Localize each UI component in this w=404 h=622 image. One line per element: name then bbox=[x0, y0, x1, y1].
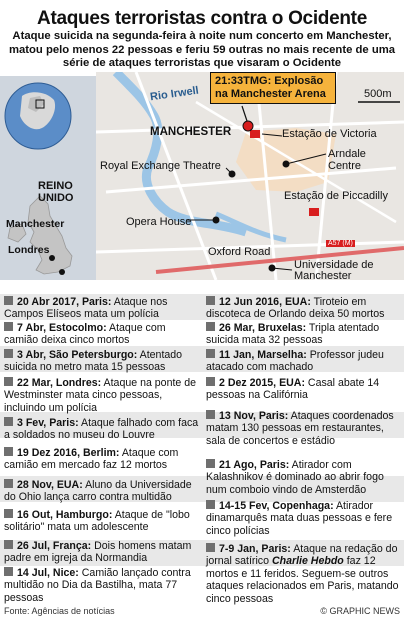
uk-label: REINO UNIDO bbox=[38, 180, 74, 204]
river-label: Rio Irwell bbox=[149, 84, 200, 104]
event-item bbox=[4, 377, 200, 414]
event-text: Atirador com Kalashnikov é dominado ao abrir fogo num comboio vindo de Amsterdão bbox=[206, 459, 384, 496]
event-date: 14 Jul, Nice: bbox=[17, 567, 79, 579]
bullet-square bbox=[4, 296, 13, 305]
event-text: Aluno da Universidade do Ohio lança carro contra multidão bbox=[4, 479, 192, 504]
event-text: Casal abate 14 pessoas na Califórnia bbox=[206, 377, 380, 402]
bullet-square bbox=[206, 500, 215, 509]
event-item bbox=[4, 447, 200, 472]
arndale-label: Arndale Centre bbox=[328, 148, 366, 172]
university-label: Universidade de Manchester bbox=[294, 259, 374, 280]
event-text: Ataque com camião em mercado faz 12 mortos bbox=[4, 447, 179, 472]
bullet-square bbox=[4, 509, 13, 518]
explosion-callout: 21:33TMG: Explosão na Manchester Arena bbox=[210, 72, 336, 104]
event-date: 11 Jan, Marselha: bbox=[219, 349, 307, 361]
event-item bbox=[206, 500, 400, 537]
piccadilly-station-label: Estação de Piccadilly bbox=[284, 190, 388, 202]
event-date: 26 Mar, Bruxelas: bbox=[219, 322, 307, 334]
page-title: Ataques terroristas contra o Ocidente bbox=[37, 8, 367, 29]
event-text: Atirador dinamarquês mata duas pessoas e fere cinco polícias bbox=[206, 500, 393, 537]
opera-house-label: Opera House bbox=[126, 216, 192, 228]
road-a57-label: A57 (M) bbox=[328, 240, 353, 247]
event-text: Ataque na ponte de Westminster mata cinco pessoas, incluindo um polícia bbox=[4, 377, 197, 414]
bullet-square bbox=[4, 377, 13, 386]
event-date: 20 Abr 2017, Paris: bbox=[17, 296, 112, 308]
oxford-road-label: Oxford Road bbox=[208, 246, 271, 258]
event-item bbox=[206, 410, 400, 447]
bullet-square bbox=[4, 322, 13, 331]
event-date: 7-9 Jan, Paris: bbox=[219, 543, 291, 555]
event-item bbox=[4, 540, 200, 565]
event-text-continued: faz 12 mortos e 11 feridos. Seguem-se outros ataques relacionados em Paris, matando cinco pessoas bbox=[206, 555, 399, 605]
event-text: Ataque de "lobo solitário" mata um adolescente bbox=[4, 509, 190, 534]
bullet-square bbox=[206, 543, 215, 552]
event-item bbox=[4, 567, 200, 604]
bullet-square bbox=[206, 459, 215, 468]
bullet-square bbox=[206, 349, 215, 358]
event-text: Professor judeu atacado com machado bbox=[206, 349, 384, 374]
event-date: 3 Abr, São Petersburgo: bbox=[17, 349, 138, 361]
event-item bbox=[4, 349, 200, 374]
event-date: 3 Fev, Paris: bbox=[17, 417, 79, 429]
bullet-square bbox=[206, 322, 215, 331]
event-text: Tripla atentado suicida mata 32 pessoas bbox=[206, 322, 380, 347]
royal-exchange-label: Royal Exchange Theatre bbox=[100, 160, 221, 172]
event-item bbox=[4, 509, 200, 534]
bullet-square bbox=[4, 567, 13, 576]
event-date: 16 Out, Hamburgo: bbox=[17, 509, 113, 521]
event-date: 26 Jul, França: bbox=[17, 540, 92, 552]
bullet-square bbox=[4, 417, 13, 426]
bullet-square bbox=[4, 540, 13, 549]
manchester-city-label: MANCHESTER bbox=[150, 126, 232, 138]
london-label: Londres bbox=[8, 244, 50, 256]
source-footer: Fonte: Agências de notícias bbox=[4, 606, 115, 616]
event-text: Ataques coordenados matam 130 pessoas em restaurantes, sala de concertos e estádio bbox=[206, 410, 394, 447]
event-date: 22 Mar, Londres: bbox=[17, 377, 102, 389]
event-date: 12 Jun 2016, EUA: bbox=[219, 296, 311, 308]
bullet-square bbox=[4, 479, 13, 488]
event-text: Atentado suicida no metro mata 15 pessoas bbox=[4, 349, 183, 374]
event-date: 7 Abr, Estocolmo: bbox=[17, 322, 107, 334]
locator-panel bbox=[0, 76, 96, 280]
event-item bbox=[4, 296, 200, 321]
event-date: 19 Dez 2016, Berlim: bbox=[17, 447, 120, 459]
bullet-square bbox=[206, 296, 215, 305]
event-text: Ataque nos Campos Elíseos mata um polícia bbox=[4, 296, 168, 321]
bullet-square bbox=[4, 447, 13, 456]
event-text: Ataque na redação do jornal satírico bbox=[206, 543, 398, 568]
event-item bbox=[4, 322, 200, 347]
event-text: Dois homens matam padre em igreja da Normandia bbox=[4, 540, 192, 565]
event-item bbox=[206, 296, 400, 321]
bullet-square bbox=[4, 349, 13, 358]
bullet-square bbox=[206, 377, 215, 386]
credit-footer: © GRAPHIC NEWS bbox=[320, 606, 400, 616]
event-item bbox=[206, 459, 400, 496]
event-item bbox=[4, 479, 200, 504]
event-item bbox=[206, 322, 400, 347]
manchester-label: Manchester bbox=[6, 218, 65, 230]
victoria-station-label: Estação de Victoria bbox=[282, 128, 377, 140]
event-text: Camião lançado contra multidão no Dia da Bastilha, mata 77 pessoas bbox=[4, 567, 191, 604]
event-item bbox=[206, 543, 400, 605]
event-item bbox=[206, 349, 400, 374]
event-date: 2 Dez 2015, EUA: bbox=[219, 377, 305, 389]
scale-label: 500m bbox=[364, 88, 392, 100]
page-subtitle: Ataque suicida na segunda-feira à noite num concerto em Manchester, matou pelo menos 22 pessoas e feriu 59 outras no mais recente de uma série de ataques terroristas que visaram o Ocidente bbox=[8, 30, 396, 70]
event-date: 21 Ago, Paris: bbox=[219, 459, 290, 471]
event-text: Ataque com camião deixa cinco mortos bbox=[4, 322, 166, 347]
bullet-square bbox=[206, 410, 215, 419]
event-item bbox=[4, 417, 200, 442]
event-date: 28 Nov, EUA: bbox=[17, 479, 83, 491]
event-text: Ataque falhado com faca a soldados no museu do Louvre bbox=[4, 417, 199, 442]
event-text: Tiroteio em discoteca de Orlando deixa 50 mortos bbox=[206, 296, 385, 321]
event-text-italic: Charlie Hebdo bbox=[271, 555, 344, 568]
event-date: 14-15 Fev, Copenhaga: bbox=[219, 500, 334, 512]
event-item bbox=[206, 377, 400, 402]
event-date: 13 Nov, Paris: bbox=[219, 410, 289, 422]
